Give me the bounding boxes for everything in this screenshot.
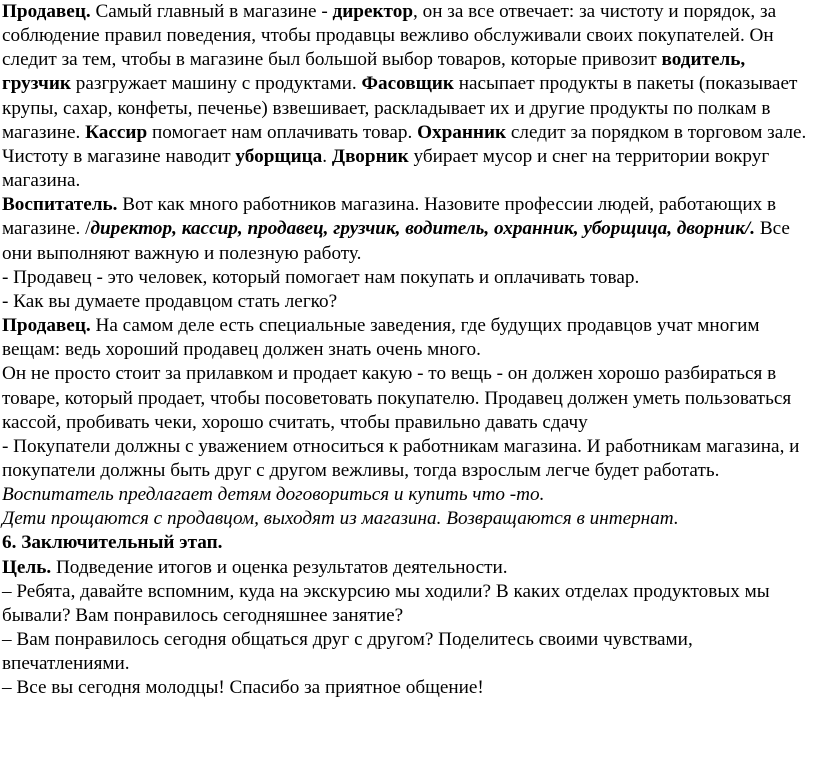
paragraph-seller-training <box>2 314 808 362</box>
section-heading: 6. Заключительный этап. <box>2 532 223 554</box>
goal-label: Цель. <box>2 556 52 578</box>
speaker-label: Продавец. <box>2 1 91 22</box>
paragraph-feelings-question: – Вам понравилось сегодня общаться друг с другом? Поделитесь своими чувствами, впечатлениями. <box>2 629 693 675</box>
term-cashier: Кассир <box>85 121 148 143</box>
paragraph-seller-intro <box>2 0 808 193</box>
text-run: , он за все отвечает: за чистоту и порядок, за соблюдение правил поведения, чтобы продавцы вежливо обслуживали своих покупателей. Он следит за тем, чтобы в магазине был большой выбор товаров, которые привозит <box>2 1 777 71</box>
paragraph-seller-definition: - Продавец - это человек, который помогает нам покупать и оплачивать товар. <box>2 266 640 288</box>
term-cleaner: уборщица <box>235 145 323 167</box>
term-driver-loader: водитель, грузчик <box>2 49 746 95</box>
speaker-label: Продавец. <box>2 315 91 337</box>
text-run: убирает мусор и снег на территории вокруг магазина. <box>2 145 770 192</box>
paragraph-closing: – Все вы сегодня молодцы! Спасибо за приятное общение! <box>2 677 484 699</box>
paragraph-goal <box>2 556 808 580</box>
term-janitor: Дворник <box>331 145 409 167</box>
text-run: . <box>322 145 332 167</box>
text-run: Самый главный в магазине - <box>90 1 333 22</box>
term-packer: Фасовщик <box>361 73 454 95</box>
term-director: директор <box>332 1 413 22</box>
paragraph-respect: - Покупатели должны с уважением относиться к работникам магазина. И работникам магазина, и покупатели должны быть друг с другом вежливы, тогда взрослым легче будет работать. <box>2 435 800 481</box>
speaker-label: Воспитатель. <box>2 194 118 216</box>
text-run: Вот как много работников магазина. Назовите профессии людей, работающих в магазине. / <box>2 194 777 240</box>
text-run: насыпает продукты в пакеты (показывает крупы, сахар, конфеты, печенье) взвешивает, раскладывает их и другие продукты по полкам в магазине. <box>2 73 798 143</box>
text-run: На самом деле есть специальные заведения, где будущих продавцов учат многим вещам: ведь хороший продавец должен знать очень много. <box>2 315 760 361</box>
text-run: следит за порядком в торговом зале. Чистоту в магазине наводит <box>2 121 807 167</box>
text-run: разгружает машину с продуктами. <box>70 73 362 95</box>
professions-list: директор, кассир, продавец, грузчик, водитель, охранник, уборщица, дворник/. <box>90 218 756 240</box>
paragraph-question: - Как вы думаете продавцом стать легко? <box>2 290 338 312</box>
text-run: Все они выполняют важную и полезную работу. <box>2 218 790 264</box>
paragraph-seller-skills: Он не просто стоит за прилавком и продает какую - то вещь - он должен хорошо разбираться в товаре, который продает, чтобы посоветовать покупателю. Продавец должен уметь пользоваться кассой, пробивать чеки, хорошо считать, чтобы правильно давать сдачу <box>2 363 792 433</box>
paragraph-educator <box>2 193 808 265</box>
paragraph-stage-direction: Воспитатель предлагает детям договориться и купить что -то. <box>2 484 545 506</box>
text-run: Подведение итогов и оценка результатов деятельности. <box>51 556 508 578</box>
paragraph-stage-direction: Дети прощаются с продавцом, выходят из магазина. Возвращаются в интернат. <box>2 508 679 530</box>
term-guard: Охранник <box>417 121 507 143</box>
text-run: помогает нам оплачивать товар. <box>147 121 418 143</box>
paragraph-recap-question: – Ребята, давайте вспомним, куда на экскурсию мы ходили? В каких отделах продуктовых мы бывали? Вам понравилось сегодняшнее занятие? <box>2 580 770 626</box>
